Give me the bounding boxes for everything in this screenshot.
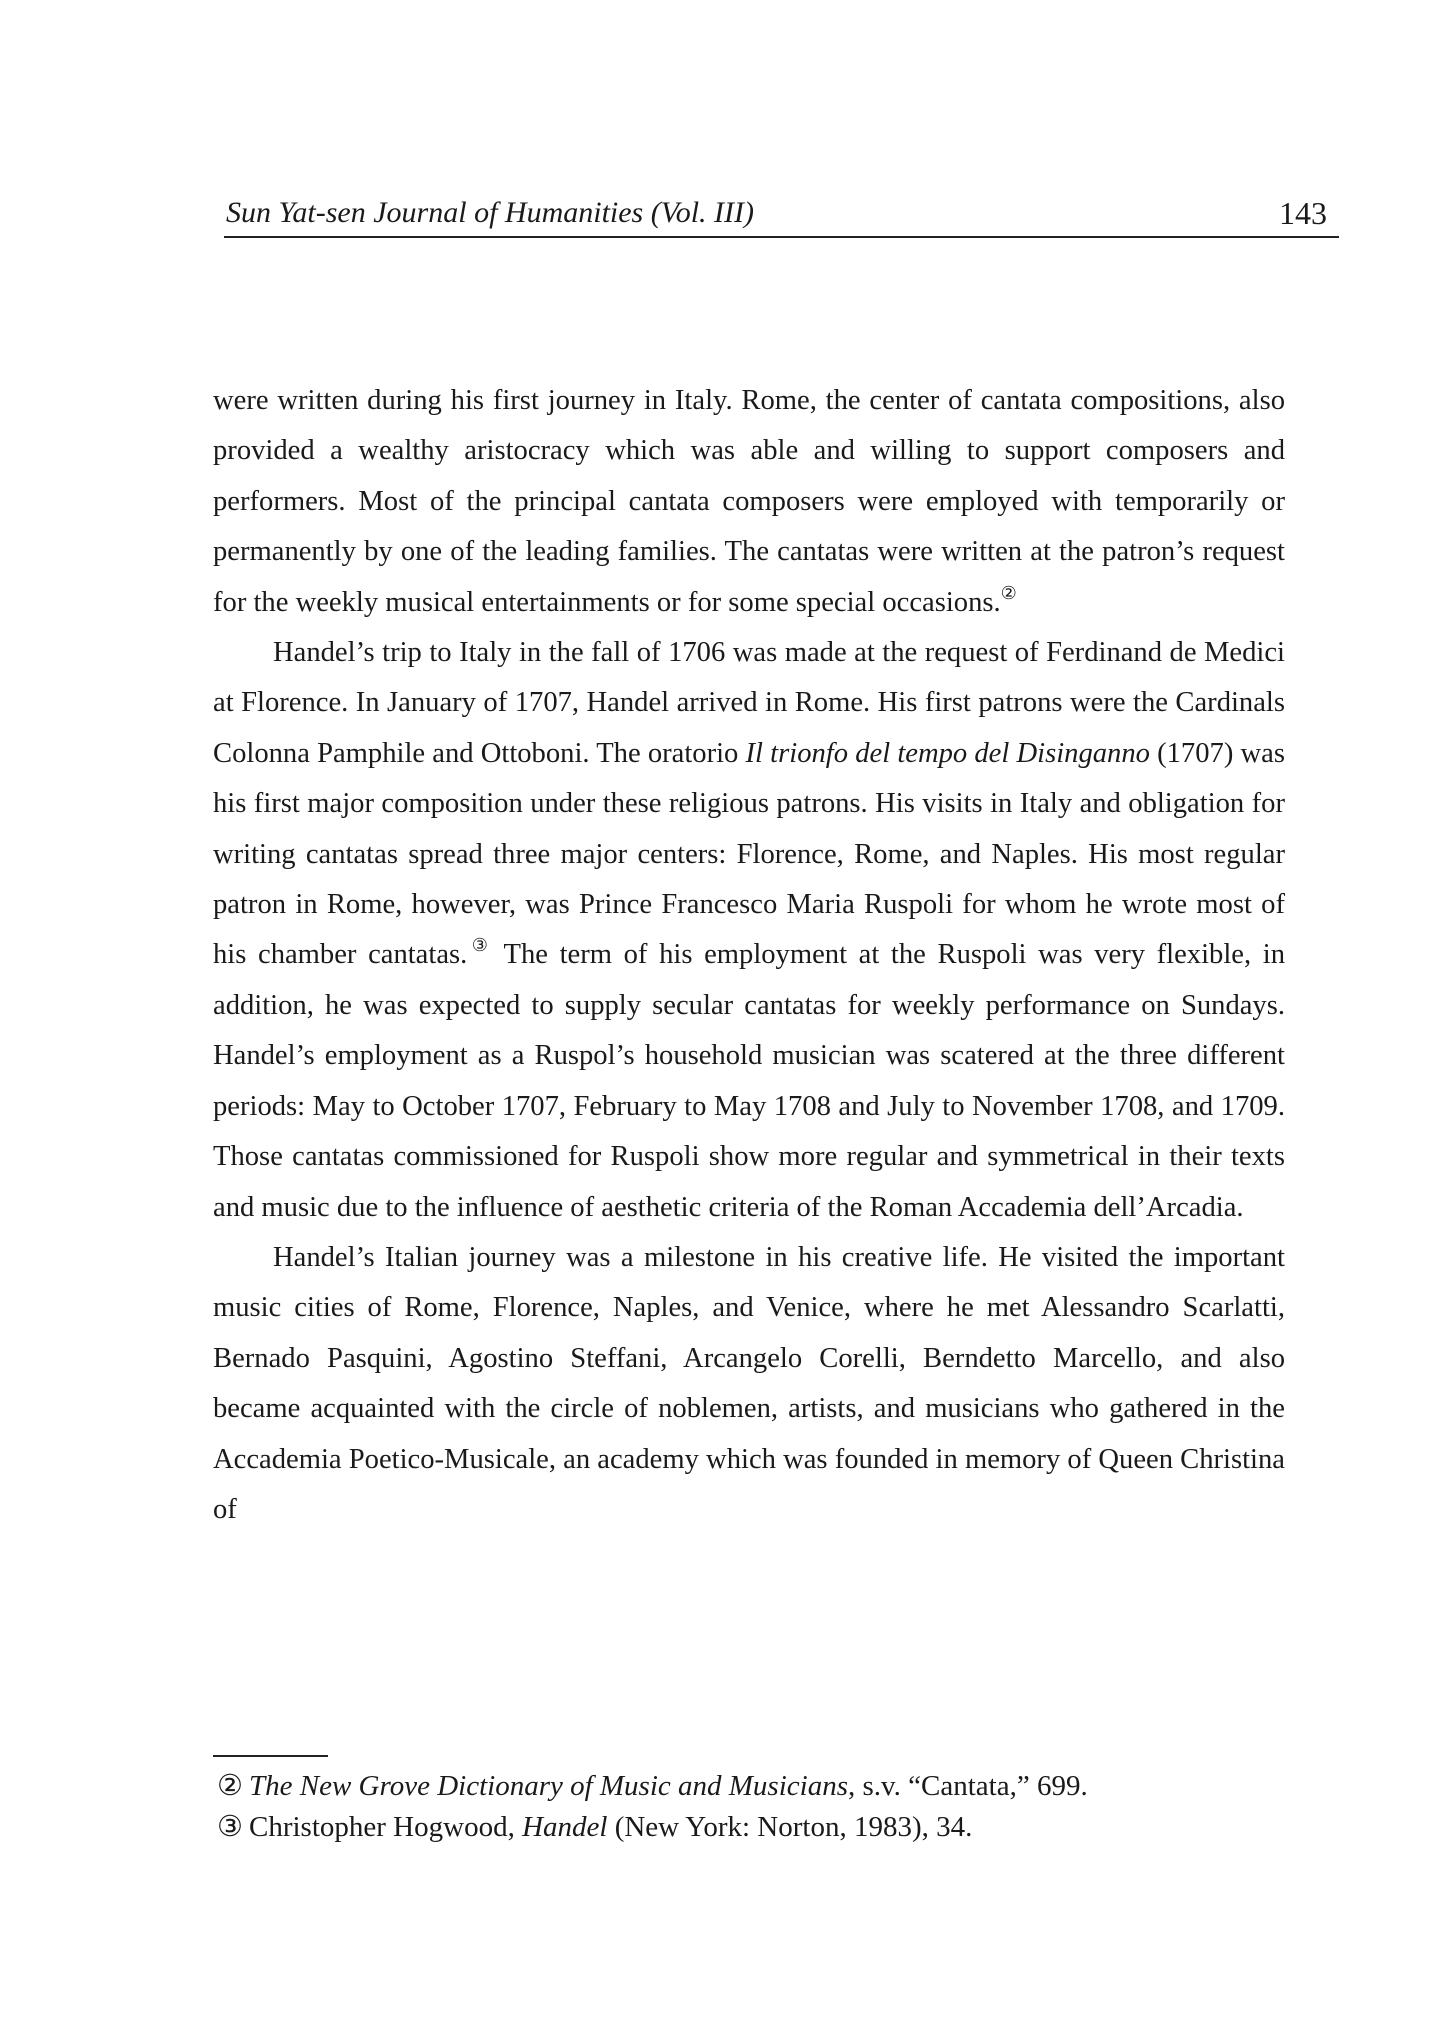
footnote-3-mark: ③ bbox=[217, 1811, 243, 1843]
footnote-2-rest: , s.v. “Cantata,” 699. bbox=[848, 1770, 1088, 1802]
page-number: 143 bbox=[1279, 195, 1327, 231]
footnote-divider bbox=[213, 1755, 328, 1757]
body-text bbox=[213, 376, 1285, 1535]
paragraph-3 bbox=[213, 1233, 1285, 1535]
footnote-2-mark: ② bbox=[217, 1770, 243, 1802]
footnote-3 bbox=[217, 1807, 1297, 1848]
paragraph-2-text-b: (1707) was his first major composition under these religious patrons. His visits in Italy and obligation for writing cantatas spread three major centers: Florence, Rome, and Naples. His most regular patron in Rome, however, was Prince Francesco Maria Ruspoli for whom he wrote most of his chamber cantatas. bbox=[213, 737, 1285, 971]
journal-title: Sun Yat-sen Journal of Humanities (Vol. III) bbox=[226, 196, 755, 229]
footnote-ref-3: ③ bbox=[467, 935, 493, 956]
footnote-ref-2: ② bbox=[1000, 582, 1017, 603]
paragraph-3-text: Handel’s Italian journey was a milestone in his creative life. He visited the important music cities of Rome, Florence, Naples, and Venice, where he met Alessandro Scarlatti, Bernado Pasquini, Agostino Steffani, Arcangelo Corelli, Berndetto Marcello, and also became acquainted with the circle of noblemen, artists, and musicians who gathered in the Accademia Poetico-Musicale, an academy which was founded in memory of Queen Christina of bbox=[213, 1241, 1285, 1525]
footnotes bbox=[217, 1766, 1297, 1848]
paragraph-2-text-c: The term of his employment at the Ruspoli was very flexible, in addition, he was expected to supply secular cantatas for weekly performance on Sundays. Handel’s employment as a Ruspol’s household musician was scatered at the three different periods: May to October 1707, February to May 1708 and July to November 1708, and 1709. Those cantatas commissioned for Ruspoli show more regular and symmetrical in their texts and music due to the influence of aesthetic criteria of the Roman Accademia dell’Arcadia. bbox=[213, 939, 1285, 1223]
footnote-2-title: The New Grove Dictionary of Music and Musicians bbox=[249, 1770, 848, 1802]
footnote-3-rest: (New York: Norton, 1983), 34. bbox=[607, 1811, 973, 1843]
footnote-2 bbox=[217, 1766, 1297, 1807]
oratorio-title: Il trionfo del tempo del Disinganno bbox=[745, 737, 1150, 769]
footnote-3-author: Christopher Hogwood, bbox=[249, 1811, 523, 1843]
running-header bbox=[224, 192, 1339, 238]
paragraph-2-text-a: Handel’s trip to Italy in the fall of 1706 was made at the request of Ferdinand de Medici at Florence. In January of 1707, Handel arrived in Rome. His first patrons were the Cardinals Colonna Pamphile and Ottoboni. The oratorio bbox=[213, 637, 1285, 769]
paragraph-2 bbox=[213, 628, 1285, 1233]
footnote-3-title: Handel bbox=[522, 1811, 608, 1843]
paragraph-1 bbox=[213, 376, 1285, 628]
paragraph-1-text: were written during his first journey in Italy. Rome, the center of cantata compositions, also provided a wealthy aristocracy which was able and willing to support composers and performers. Most of the principal cantata composers were employed with temporarily or permanently by one of the leading families. The cantatas were written at the patron’s request for the weekly musical entertainments or for some special occasions. bbox=[213, 385, 1285, 618]
